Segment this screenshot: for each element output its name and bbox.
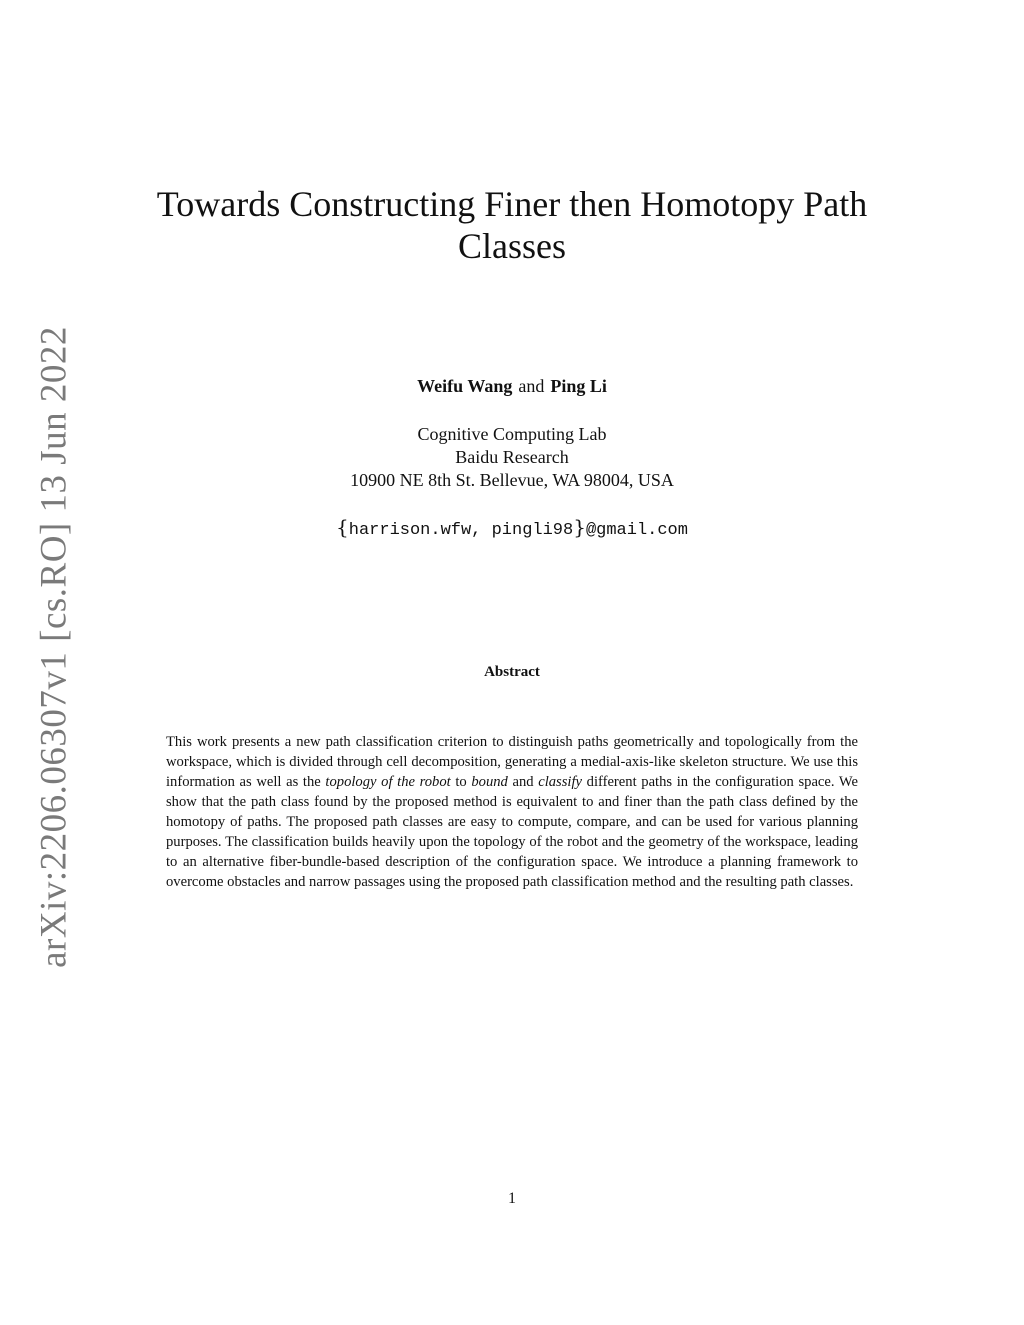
arxiv-identifier: arXiv:2206.06307v1 [cs.RO] 13 Jun 2022	[33, 326, 75, 968]
abstract-heading: Abstract	[484, 664, 540, 680]
abstract-body	[166, 732, 858, 892]
email-close-brace: }	[573, 515, 586, 539]
author-name: Ping Li	[550, 376, 607, 396]
paper-title: Towards Constructing Finer then Homotopy Path Classes	[156, 184, 868, 266]
abstract-text: and	[507, 774, 539, 790]
email-users: harrison.wfw, pingli98	[348, 521, 574, 540]
email-domain: @gmail.com	[585, 521, 688, 540]
author-line	[0, 375, 1024, 397]
author-name: Weifu Wang	[417, 376, 513, 396]
abstract-text: This work presents a new path classification criterion to distinguish paths geometrically and topologically from the workspace, which is divided through cell decomposition, generating a medial-axis-like skeleton structure. We use this information as well as the	[166, 734, 858, 790]
email-line	[0, 515, 1024, 543]
affiliation-address: 10900 NE 8th St. Bellevue, WA 98004, USA	[350, 470, 674, 490]
affiliation-block	[0, 423, 1024, 492]
affiliation-org: Baidu Research	[455, 447, 569, 467]
abstract-text: to	[450, 774, 472, 790]
author-conjunction: and	[518, 376, 545, 396]
abstract-emphasis: topology of the robot	[325, 774, 451, 790]
abstract-text: different paths in the configuration space. We show that the path class found by the proposed method is equivalent to and finer than the path class defined by the homotopy of paths. The proposed path classes are easy to compute, compare, and can be used for various planning purposes. The classification builds heavily upon the topology of the robot and the geometry of the workspace, leading to an alternative fiber-bundle-based description of the configuration space. We introduce a planning framework to overcome obstacles and narrow passages using the proposed path classification method and the resulting path classes.	[166, 774, 858, 890]
abstract-emphasis: bound	[471, 774, 508, 790]
page-number: 1	[508, 1190, 516, 1207]
affiliation-lab: Cognitive Computing Lab	[417, 424, 607, 444]
abstract-emphasis: classify	[538, 774, 582, 790]
email-open-brace: {	[336, 515, 349, 539]
